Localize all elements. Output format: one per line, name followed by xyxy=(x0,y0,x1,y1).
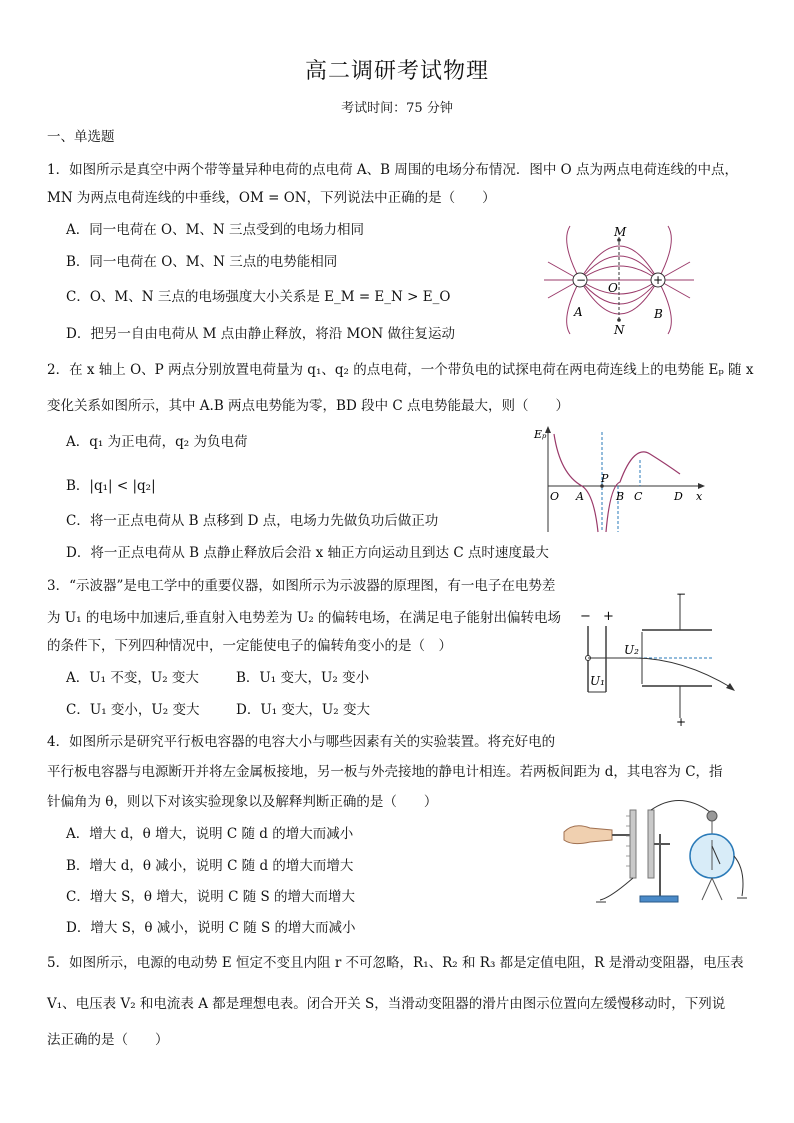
q2-label-o: O xyxy=(550,490,560,503)
q1-label-n: N xyxy=(614,323,625,337)
q3-minus-left: − xyxy=(580,609,591,624)
q4-stem-line1: 4．如图所示是研究平行板电容器的电容大小与哪些因素有关的实验装置。将充好电的 xyxy=(47,734,556,750)
q1-label-o: O xyxy=(608,281,618,295)
q3-plus-left: + xyxy=(603,609,614,624)
q1-option-c[interactable]: C．O、M、N 三点的电场强度大小关系是 E_M = E_N > E_O xyxy=(66,289,451,305)
q4-option-c[interactable]: C．增大 S，θ 增大，说明 C 随 S 的增大而增大 xyxy=(66,889,356,905)
q3-plus-bottom: + xyxy=(676,715,687,729)
q2-label-d: D xyxy=(674,490,683,503)
q1-label-b: B xyxy=(654,307,663,321)
q3-stem-line3: 的条件下，下列四种情况中，一定能使电子的偏转角变小的是（ ） xyxy=(47,638,452,654)
q1-option-b[interactable]: B．同一电荷在 O、M、N 三点的电势能相同 xyxy=(66,254,338,270)
q3-stem-line1: 3．“示波器”是电工学中的重要仪器，如图所示为示波器的原理图，有一电子在电势差 xyxy=(47,578,556,594)
q1-stem-line1: 1．如图所示是真空中两个带等量异种电荷的点电荷 A、B 周围的电场分布情况．图中 O 点为两点电荷连线的中点， xyxy=(47,162,738,178)
q2-label-b: B xyxy=(616,490,625,503)
q2-axis-x: x xyxy=(696,490,703,503)
q3-option-b[interactable]: B．U₁ 变大，U₂ 变小 xyxy=(236,670,370,686)
q5-stem-line3: 法正确的是（ ） xyxy=(47,1032,169,1048)
q2-label-p: P xyxy=(601,472,609,485)
q4-stem-line2: 平行板电容器与电源断开并将左金属板接地，另一板与外壳接地的静电计相连。若两板间距为 d，其电容为 C，指 xyxy=(47,764,723,780)
q1-pos-sign: + xyxy=(653,273,664,287)
exam-duration: 考试时间：75 分钟 xyxy=(341,101,453,116)
q5-stem-line2: V₁、电压表 V₂ 和电流表 A 都是理想电表。闭合开关 S，当滑动变阻器的滑片由图示位置向左缓慢移动时，下列说 xyxy=(47,996,726,1012)
q2-label-a: A xyxy=(576,490,584,503)
q1-neg-sign: − xyxy=(576,273,587,287)
q2-label-c: C xyxy=(634,490,643,503)
q3-minus-top: − xyxy=(676,587,687,601)
q3-stem-line2: 为 U₁ 的电场中加速后,垂直射入电势差为 U₂ 的偏转电场，在满足电子能射出偏转电场 xyxy=(47,610,562,626)
q3-option-c[interactable]: C．U₁ 变小，U₂ 变大 xyxy=(66,702,200,718)
q2-axis-ep: Eₚ xyxy=(534,428,547,441)
q1-option-d[interactable]: D．把另一自由电荷从 M 点由静止释放，将沿 MON 做往复运动 xyxy=(66,326,456,342)
q2-option-a[interactable]: A．q₁ 为正电荷，q₂ 为负电荷 xyxy=(66,434,248,450)
q1-option-a[interactable]: A．同一电荷在 O、M、N 三点受到的电场力相同 xyxy=(66,222,365,238)
q2-stem-line2: 变化关系如图所示，其中 A.B 两点电势能为零，BD 段中 C 点电势能最大，则（ ） xyxy=(47,398,569,414)
q1-stem-line2: MN 为两点电荷连线的中垂线，OM = ON，下列说法中正确的是（ ） xyxy=(47,190,496,206)
q1-label-m: M xyxy=(614,225,627,239)
q4-stem-line3: 针偏角为 θ，则以下对该实验现象以及解释判断正确的是（ ） xyxy=(47,794,438,810)
q2-potential-energy-graph xyxy=(530,424,710,536)
q2-stem-line1: 2．在 x 轴上 O、P 两点分别放置电荷量为 q₁、q₂ 的点电荷，一个带负电的试探电荷在两电荷连线上的电势能 Eₚ 随 x xyxy=(47,362,754,378)
q3-label-u1: U₁ xyxy=(590,674,605,688)
q2-option-b[interactable]: B．|q₁| < |q₂| xyxy=(66,478,156,494)
q4-option-b[interactable]: B．增大 d，θ 减小，说明 C 随 d 的增大而增大 xyxy=(66,858,354,874)
q3-option-d[interactable]: D．U₁ 变大，U₂ 变大 xyxy=(236,702,370,718)
q4-capacitor-apparatus xyxy=(560,800,760,920)
q3-option-a[interactable]: A．U₁ 不变，U₂ 变大 xyxy=(66,670,199,686)
q4-option-a[interactable]: A．增大 d，θ 增大，说明 C 随 d 的增大而减小 xyxy=(66,826,354,842)
q3-label-u2: U₂ xyxy=(624,643,639,657)
section-heading: 一、单选题 xyxy=(47,129,115,145)
q3-oscilloscope-diagram xyxy=(572,587,752,730)
q2-option-d[interactable]: D．将一正点电荷从 B 点静止释放后会沿 x 轴正方向运动且到达 C 点时速度最大 xyxy=(66,545,549,561)
q1-label-a: A xyxy=(574,305,583,319)
q2-option-c[interactable]: C．将一正点电荷从 B 点移到 D 点，电场力先做负功后做正功 xyxy=(66,513,439,529)
q4-option-d[interactable]: D．增大 S，θ 减小，说明 C 随 S 的增大而减小 xyxy=(66,920,356,936)
page-title: 高二调研考试物理 xyxy=(304,59,489,84)
q5-stem-line1: 5．如图所示，电源的电动势 E 恒定不变且内阻 r 不可忽略，R₁、R₂ 和 R₃ 都是定值电阻，R 是滑动变阻器，电压表 xyxy=(47,955,744,971)
q1-field-diagram xyxy=(540,222,700,340)
